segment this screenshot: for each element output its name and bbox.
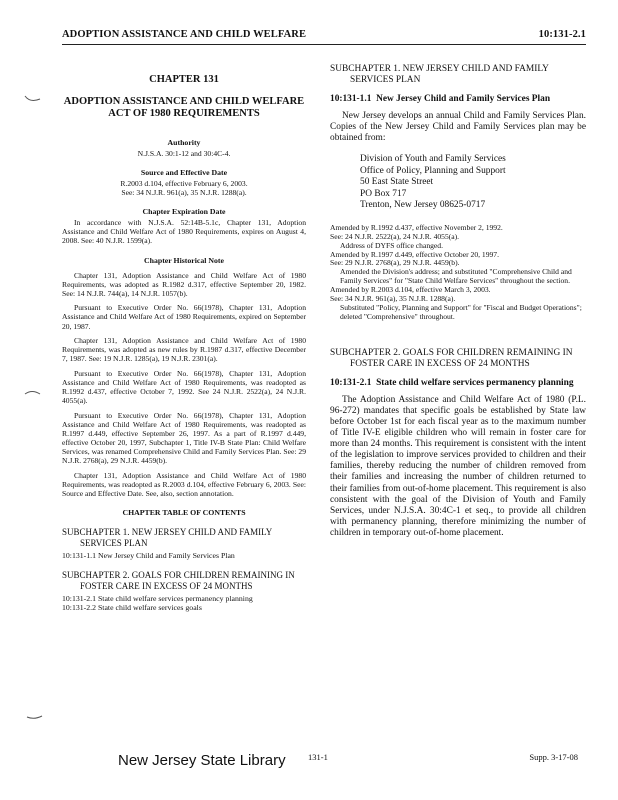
subchapter-1-heading: SUBCHAPTER 1. NEW JERSEY CHILD AND FAMILY SERVICES PLAN [330, 64, 549, 85]
history-line: See: 29 N.J.R. 2768(a), 29 N.J.R. 4459(b). [330, 258, 460, 268]
supplement-date: Supp. 3-17-08 [529, 752, 578, 762]
history-line: Amended by R.1997 d.449, effective October 20, 1997. [330, 249, 499, 259]
expiration-heading: Chapter Expiration Date [142, 207, 226, 217]
toc-item: 10:131-2.2 State child welfare services goals [62, 603, 202, 613]
header-title: ADOPTION ASSISTANCE AND CHILD WELFARE [62, 29, 307, 40]
history-line: Address of DYFS office changed. [340, 240, 443, 250]
section-number: 10:131-2.1 [330, 377, 372, 388]
chapter-number: CHAPTER 131 [149, 74, 219, 85]
source-line-1: R.2003 d.104, effective February 6, 2003. [120, 179, 248, 189]
expiration-paragraph: In accordance with N.J.S.A. 52:14B-5.1c, Chapter 131, Adoption Assistance and Child Welfare Act of 1980 Requirements, expires on August 4, 2008. See: 40 N.J.R. 1599(a). [62, 218, 306, 246]
toc-subchapter-1: SUBCHAPTER 1. NEW JERSEY CHILD AND FAMILY SERVICES PLAN [62, 527, 272, 548]
right-column [330, 64, 586, 539]
address-line: PO Box 717 [360, 188, 407, 199]
chapter-title [62, 96, 306, 120]
source-heading: Source and Effective Date [140, 168, 228, 178]
section-1-1-heading [330, 94, 586, 105]
section-2-1-heading [330, 378, 586, 389]
expiration-text [62, 218, 306, 245]
historical-note-heading: Chapter Historical Note [144, 255, 224, 265]
history-line: Amended the Division's address; and substituted "Comprehensive Child and Family Services" for "State Child Welfare Services" throughout the section. [340, 267, 572, 286]
table-of-contents [62, 527, 306, 612]
history-line: Amended by R.1992 d.437, effective November 2, 1992. [330, 222, 503, 232]
chapter-title-line-2: ACT OF 1980 REQUIREMENTS [108, 108, 260, 119]
chapter-title-line-1: ADOPTION ASSISTANCE AND CHILD WELFARE [63, 96, 305, 107]
section-1-1-body: New Jersey develops an annual Child and Family Services Plan. Copies of the New Jersey Child and Family Services plan may be obtained from: [330, 111, 586, 144]
division-address [330, 154, 586, 212]
address-line: Division of Youth and Family Services [360, 154, 506, 165]
historical-paragraph: Pursuant to Executive Order No. 66(1978), Chapter 131, Adoption Assistance and Child Welfare Act of 1980 Requirements, was readopted as R.1997 d.449, effective September 26, 1997. As a part of R.1997 d.449, effective October 20, 1997, Subchapter 1, Title IV-B State Plan: Child Welfare Services, was renamed Comprehensive Child and Family Services Plan. See: 29 N.J.R. 2768(a), 29 N.J.R. 4459(b). [62, 410, 306, 466]
history-line: See: 24 N.J.R. 2522(a), 24 N.J.R. 4055(a). [330, 231, 460, 241]
section-history [330, 224, 586, 322]
source-text [62, 179, 306, 197]
library-watermark: New Jersey State Library [118, 752, 286, 769]
history-line: Substituted "Policy, Planning and Support" for "Fiscal and Budget Operations"; deleted "Comprehensive" throughout. [340, 302, 582, 321]
historical-paragraph: Chapter 131, Adoption Assistance and Child Welfare Act of 1980 Requirements, was adopted as R.1982 d.317, effective September 20, 1982. See: 14 N.J.R. 744(a), 14 N.J.R. 1057(b). [62, 270, 306, 298]
historical-note [62, 271, 306, 499]
toc-subchapter-2: SUBCHAPTER 2. GOALS FOR CHILDREN REMAINING IN FOSTER CARE IN EXCESS OF 24 MONTHS [62, 570, 295, 591]
historical-paragraph: Chapter 131, Adoption Assistance and Child Welfare Act of 1980 Requirements, was adopted as new rules by R.1987 d.317, effective December 7, 1987. See: 19 N.J.R. 1285(a), 19 N.J.R. 2301(a). [62, 336, 306, 364]
historical-paragraph: Pursuant to Executive Order No. 66(1978), Chapter 131, Adoption Assistance and Child Welfare Act of 1980 Requirements, expired on September 20, 1987. [62, 303, 306, 331]
margin-mark-icon [26, 712, 44, 722]
history-line: See: 34 N.J.R. 961(a), 35 N.J.R. 1288(a). [330, 294, 456, 304]
section-number: 10:131-1.1 [330, 94, 372, 104]
toc-item: 10:131-1.1 New Jersey Child and Family Services Plan [62, 551, 235, 561]
subchapter-2-heading: SUBCHAPTER 2. GOALS FOR CHILDREN REMAINING IN FOSTER CARE IN EXCESS OF 24 MONTHS [330, 347, 573, 369]
authority-heading: Authority [167, 138, 201, 147]
historical-paragraph: Chapter 131, Adoption Assistance and Child Welfare Act of 1980 Requirements, was readopted as R.2003 d.104, effective February 6, 2003. See: Source and Effective Date. See, also, section annotation. [62, 470, 306, 499]
address-line: Office of Policy, Planning and Support [360, 165, 506, 176]
page-number: 131-1 [308, 752, 328, 762]
header-section-number: 10:131-2.1 [538, 29, 586, 40]
history-line: Amended by R.2003 d.104, effective March 3, 2003. [330, 285, 491, 295]
toc-item: 10:131-2.1 State child welfare services permanency planning [62, 594, 253, 604]
authority-text: N.J.S.A. 30:1-12 and 30:4C-4. [137, 149, 231, 158]
section-title: New Jersey Child and Family Services Plan [376, 94, 551, 104]
margin-mark-icon [24, 388, 42, 398]
margin-mark-icon [24, 94, 42, 104]
toc-heading: CHAPTER TABLE OF CONTENTS [122, 508, 246, 518]
left-column [62, 66, 306, 612]
address-line: Trenton, New Jersey 08625-0717 [360, 200, 486, 211]
address-line: 50 East State Street [360, 177, 434, 188]
section-title: State child welfare services permanency planning [376, 377, 574, 388]
section-2-1-body: The Adoption Assistance and Child Welfare Act of 1980 (P.L. 96-272) mandates that specific goals be established by State law before October 1st for each fiscal year as to the maximum number of Title IV-E eligible children who will remain in foster care for more than 24 months. This requirement is consistent with the intent of the legislation to improve services provided to children and their families, thereby reducing the number of children removed from their families and increasing the number of children returned to their families from out-of-home placement. This requirement is also consistent with the goal of the Division of Youth and Family Services, under N.J.S.A. 30:4C-1 et seq., to provide all children with permanency planning, therefore minimizing the number of children in temporary out-of-home placement. [330, 394, 586, 538]
source-line-2: See: 34 N.J.R. 961(a), 35 N.J.R. 1288(a). [121, 188, 247, 198]
historical-paragraph: Pursuant to Executive Order No. 66(1978), Chapter 131, Adoption Assistance and Child Welfare Act of 1980 Requirements, was readopted as R.1992 d.437, effective October 7, 1992. See 24 N.J.R. 2522(a), 24 N.J.R. 4055(a). [62, 368, 306, 406]
running-header [62, 28, 586, 45]
